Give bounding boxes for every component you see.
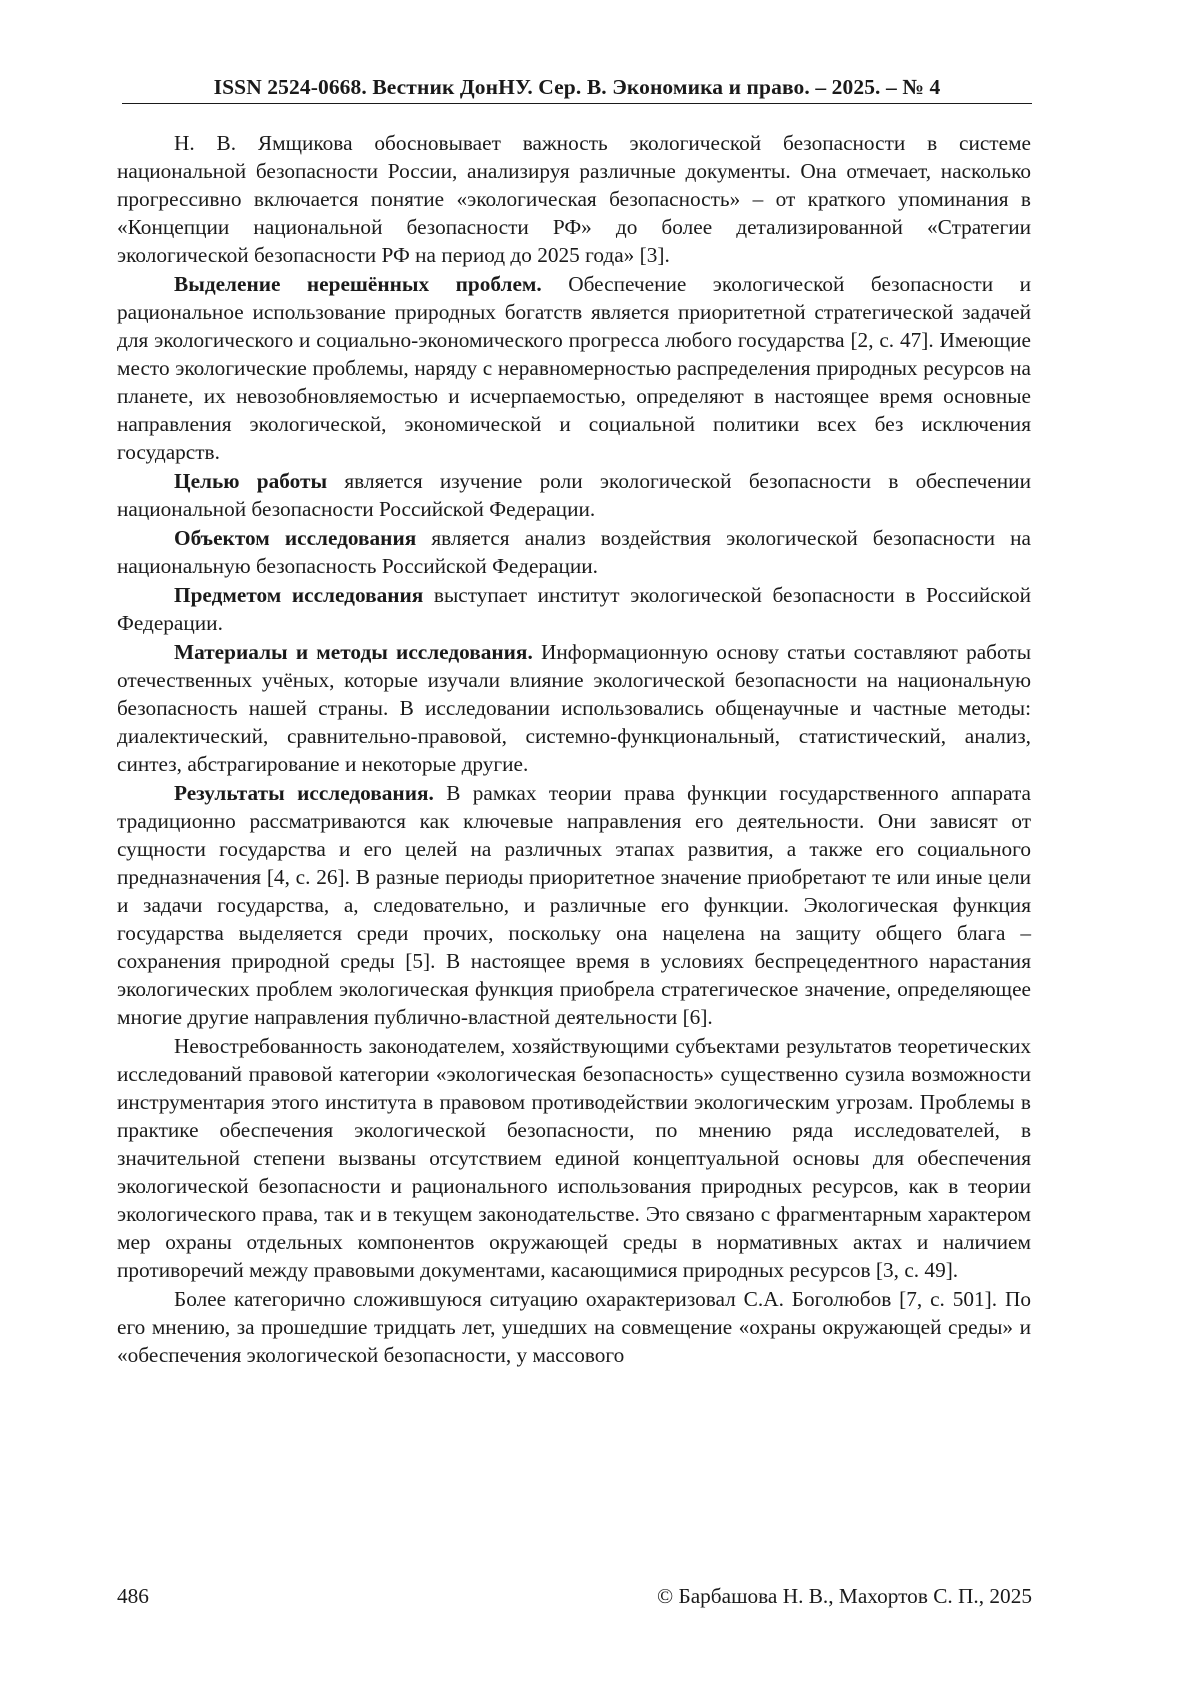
paragraph-unclaimed (117, 1032, 1031, 1284)
section-lead-unsolved-problems: Выделение нерешённых проблем. (174, 272, 542, 296)
paragraph-object (117, 524, 1031, 580)
paragraph-subject (117, 581, 1031, 637)
running-header-title: ISSN 2524-0668. Вестник ДонНУ. Сер. В. Экономика и право. – 2025. – № 4 (213, 75, 941, 99)
paragraph-text: Обеспечение экологической безопасности и рациональное использование природных богатств является приоритетной стратегической задачей для экологического и социально-экономического прогресса любого государства [2, с. 47]. Имеющие место экологические проблемы, наряду с неравномерностью распределения природных ресурсов на планете, их невозобновляемостью и исчерпаемостью, определяют в настоящее время основные направления экологической, экономической и социальной политики всех без исключения государств. (117, 272, 1031, 464)
section-lead-goal: Целью работы (174, 469, 328, 493)
paragraph-text: является анализ воздействия экологической безопасности на национальную безопасность Российской Федерации. (117, 526, 1031, 578)
paragraph-methods (117, 638, 1031, 778)
paragraph-text: Более категорично сложившуюся ситуацию охарактеризовал С.А. Боголюбов [7, с. 501]. По его мнению, за прошедшие тридцать лет, ушедших на совмещение «охраны окружающей среды» и «обеспечения экологической безопасности, у массового (117, 1287, 1031, 1367)
section-lead-methods: Материалы и методы исследования. (174, 640, 533, 664)
paragraph-goal (117, 467, 1031, 523)
paragraph-unsolved-problems (117, 270, 1031, 466)
paragraph-text: В рамках теории права функции государственного аппарата традиционно рассматриваются как ключевые направления его деятельности. Они зависят от сущности государства и его целей на различных этапах развития, а также его социального предназначения [4, с. 26]. В разные периоды приоритетное значение приобретают те или иные цели и задачи государства, а, следовательно, и различные его функции. Экологическая функция государства выделяется среди прочих, поскольку она нацелена на защиту общего блага – сохранения природной среды [5]. В настоящее время в условиях беспрецедентного нарастания экологических проблем экологическая функция приобрела стратегическое значение, определяющее многие другие направления публично-властной деятельности [6]. (117, 781, 1032, 1029)
copyright-notice: © Барбашова Н. В., Махортов С. П., 2025 (656, 1584, 1032, 1608)
paragraph-bogolyubov (117, 1285, 1031, 1369)
paragraph-text: является изучение роли экологической безопасности в обеспечении национальной безопасности Российской Федерации. (117, 469, 1031, 521)
section-lead-subject: Предметом исследования (174, 583, 424, 607)
section-lead-results: Результаты исследования. (174, 781, 434, 805)
paragraph-text: Н. В. Ямщикова обосновывает важность экологической безопасности в системе национальной безопасности России, анализируя различные документы. Она отмечает, насколько прогрессивно включается понятие «экологическая безопасность» – от краткого упоминания в «Концепции национальной безопасности РФ» до более детализированной «Стратегии экологической безопасности РФ на период до 2025 года» [3]. (117, 131, 1031, 267)
section-lead-object: Объектом исследования (174, 526, 417, 550)
paragraph-text: Невостребованность законодателем, хозяйствующими субъектами результатов теоретических исследований правовой категории «экологическая безопасность» существенно сузила возможности инструментария этого института в правовом противодействии экологическим угрозам. Проблемы в практике обеспечения экологической безопасности, по мнению ряда исследователей, в значительной степени вызваны отсутствием единой концептуальной основы для обеспечения экологической безопасности и рационального использования природных ресурсов, как в теории экологического права, так и в текущем законодательстве. Это связано с фрагментарным характером мер охраны отдельных компонентов окружающей среды в нормативных актах и наличием противоречий между правовыми документами, касающимися природных ресурсов [3, с. 49]. (117, 1034, 1031, 1282)
paragraph-results (117, 779, 1031, 1031)
header-divider (122, 103, 1032, 104)
paragraph-yamshchikova (117, 129, 1031, 269)
page-number: 486 (117, 1584, 149, 1608)
paragraph-text: Информационную основу статьи составляют работы отечественных учёных, которые изучали влияние экологической безопасности на национальную безопасность нашей страны. В исследовании использовались общенаучные и частные методы: диалектический, сравнительно-правовой, системно-функциональный, статистический, анализ, синтез, абстрагирование и некоторые другие. (117, 640, 1031, 776)
paragraph-text: выступает институт экологической безопасности в Российской Федерации. (117, 583, 1031, 635)
article-body (117, 129, 1031, 1370)
